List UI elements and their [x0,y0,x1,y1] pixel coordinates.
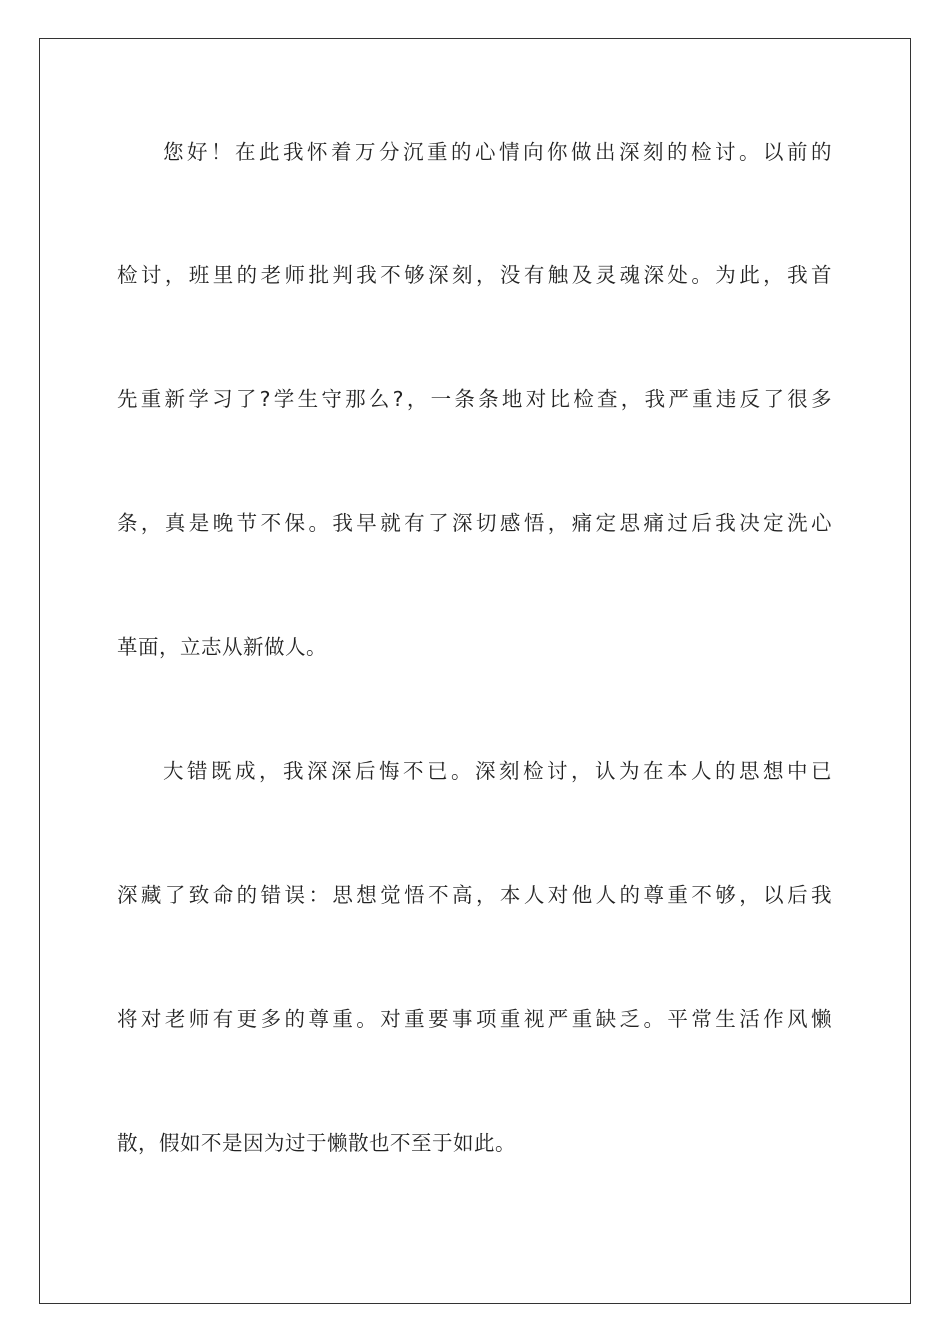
paragraph-line: 先重新学习了?学生守那么?，一条条地对比检查，我严重违反了很多 [117,387,832,411]
paragraph-line: 革面，立志从新做人。 [117,635,327,659]
paragraph-line: 条，真是晚节不保。我早就有了深切感悟，痛定思痛过后我决定洗心 [117,511,832,535]
paragraph-line: 散，假如不是因为过于懒散也不至于如此。 [117,1131,516,1155]
paragraph-line: 大错既成，我深深后悔不已。深刻检讨，认为在本人的思想中已 [163,759,832,783]
paragraph-line: 您好！在此我怀着万分沉重的心情向你做出深刻的检讨。以前的 [163,140,832,164]
page-border [39,38,911,1304]
paragraph-line: 将对老师有更多的尊重。对重要事项重视严重缺乏。平常生活作风懒 [117,1007,832,1031]
paragraph-line: 检讨，班里的老师批判我不够深刻，没有触及灵魂深处。为此，我首 [117,263,832,287]
paragraph-line: 深藏了致命的错误：思想觉悟不高，本人对他人的尊重不够，以后我 [117,883,832,907]
